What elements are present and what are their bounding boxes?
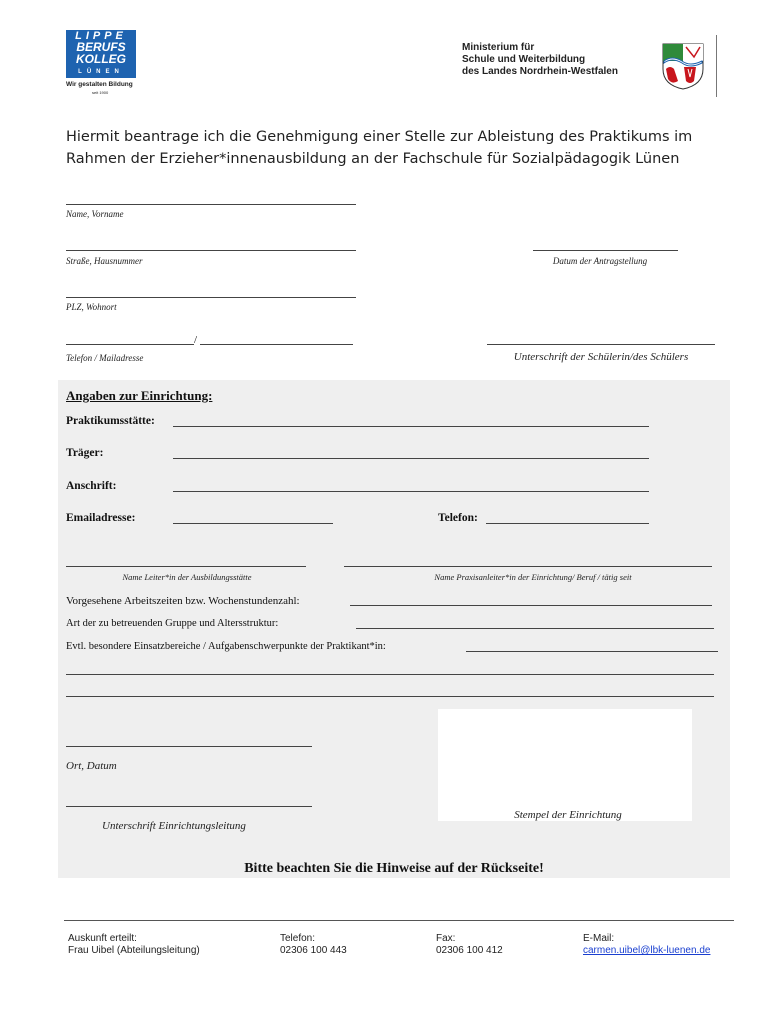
- carrier-label: Träger:: [66, 447, 104, 459]
- footer-email-link[interactable]: carmen.uibel@lbk-luenen.de: [583, 945, 711, 956]
- leader-signature-label: Unterschrift Einrichtungsleitung: [102, 820, 246, 832]
- nrw-coat-of-arms-icon: [660, 41, 706, 91]
- mentor-field-line[interactable]: [344, 566, 712, 567]
- notice-text: Bitte beachten Sie die Hinweise auf der Rückseite!: [244, 861, 544, 876]
- email-field-line[interactable]: [173, 523, 333, 524]
- street-label: Straße, Hausnummer: [66, 256, 143, 266]
- phone-separator: /: [194, 334, 198, 346]
- place-date-field-line[interactable]: [66, 746, 312, 747]
- footer-contact: [68, 933, 200, 957]
- form-title: Hiermit beantrage ich die Genehmigung einer Stelle zur Ableistung des Praktikums im Rahmen der Erzieher*innenausbildung an der Fachschule für Sozialpädagogik Lünen: [66, 129, 693, 167]
- logo-word-luenen: LÜNEN: [78, 69, 124, 75]
- site-label: Praktikumsstätte:: [66, 415, 155, 427]
- name-label: Name, Vorname: [66, 209, 124, 219]
- date-label: Datum der Antragstellung: [552, 256, 648, 266]
- footer-contact-label: Auskunft erteilt:: [68, 933, 137, 944]
- logo-word-lippe: LIPPE: [75, 30, 127, 42]
- ministry-line-1: Ministerium für: [462, 42, 535, 53]
- institution-heading: Angaben zur Einrichtung:: [66, 388, 213, 403]
- ministry-header: [454, 35, 717, 97]
- logo-tagline: Wir gestalten Bildung: [66, 81, 133, 88]
- group-label: Art der zu betreuenden Gruppe und Altersstruktur:: [66, 618, 279, 629]
- group-field-line[interactable]: [356, 628, 714, 629]
- footer-email-label: E-Mail:: [583, 933, 615, 944]
- address-label: Anschrift:: [66, 480, 117, 492]
- institution-phone-label: Telefon:: [438, 512, 478, 524]
- logo-since: seit 1900: [92, 90, 109, 95]
- name-field-line[interactable]: [66, 204, 356, 205]
- hours-field-line[interactable]: [350, 605, 712, 606]
- zip-label: PLZ, Wohnort: [66, 302, 117, 312]
- leader-label: Name Leiter*in der Ausbildungsstätte: [122, 572, 252, 582]
- footer-fax-label: Fax:: [436, 933, 456, 944]
- logo-word-berufs: BERUFS: [76, 40, 126, 54]
- email-label: Emailadresse:: [66, 512, 136, 524]
- footer-email: [583, 933, 710, 957]
- institution-phone-field-line[interactable]: [486, 523, 649, 524]
- phone-mail-label: Telefon / Mailadresse: [66, 353, 144, 363]
- site-field-line[interactable]: [173, 426, 649, 427]
- address-field-line[interactable]: [173, 491, 649, 492]
- footer-phone-number: 02306 100 443: [280, 945, 347, 956]
- ministry-line-2: Schule und Weiterbildung: [462, 54, 586, 65]
- focus-label: Evtl. besondere Einsatzbereiche / Aufgabenschwerpunkte der Praktikant*in:: [66, 641, 386, 652]
- stamp-area[interactable]: [438, 709, 692, 821]
- mentor-label: Name Praxisanleiter*in der Einrichtung/ Beruf / tätig seit: [434, 572, 632, 582]
- footer-contact-name: Frau Uibel (Abteilungsleitung): [68, 945, 200, 956]
- student-signature-line[interactable]: [487, 344, 715, 345]
- mail-field-line[interactable]: [200, 344, 353, 345]
- school-logo: [66, 30, 136, 95]
- footer-fax: [436, 933, 503, 957]
- ministry-line-3: des Landes Nordrhein-Westfalen: [462, 66, 618, 77]
- leader-signature-line[interactable]: [66, 806, 312, 807]
- student-signature-label: Unterschrift der Schülerin/des Schülers: [513, 351, 689, 363]
- carrier-field-line[interactable]: [173, 458, 649, 459]
- phone-field-line[interactable]: [66, 344, 194, 345]
- place-date-label: Ort, Datum: [66, 760, 117, 772]
- ministry-name: [462, 42, 618, 78]
- stamp-label: Stempel der Einrichtung: [514, 809, 622, 821]
- zip-field-line[interactable]: [66, 297, 356, 298]
- focus-field-line-1[interactable]: [466, 651, 718, 652]
- footer-phone-label: Telefon:: [280, 933, 316, 944]
- hours-label: Vorgesehene Arbeitszeiten bzw. Wochenstundenzahl:: [66, 595, 300, 607]
- focus-field-line-3[interactable]: [66, 696, 714, 697]
- logo-word-kolleg: KOLLEG: [76, 52, 126, 66]
- footer-fax-number: 02306 100 412: [436, 945, 503, 956]
- date-field-line[interactable]: [533, 250, 678, 251]
- focus-field-line-2[interactable]: [66, 674, 714, 675]
- leader-field-line[interactable]: [66, 566, 306, 567]
- footer-divider: [64, 920, 734, 921]
- footer-phone: [280, 933, 347, 957]
- street-field-line[interactable]: [66, 250, 356, 251]
